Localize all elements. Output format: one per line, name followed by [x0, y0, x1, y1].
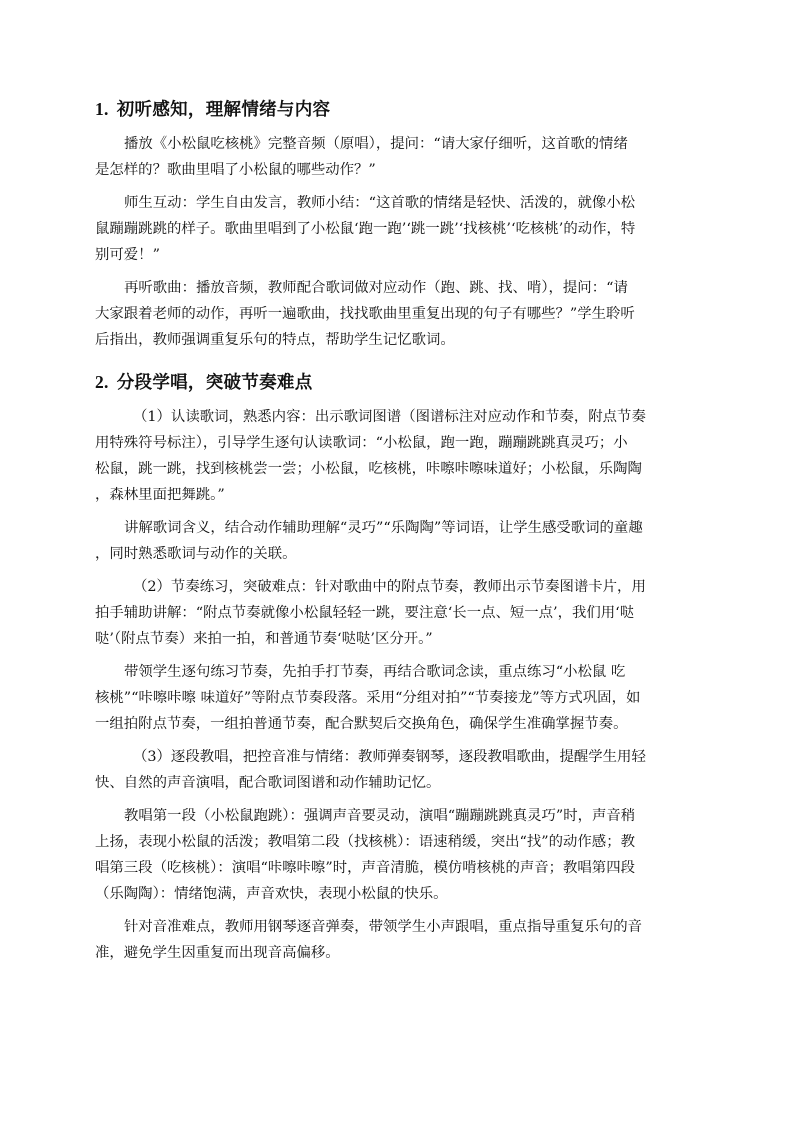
- paragraph: [95, 190, 700, 268]
- paragraph-line: 针对音准难点，教师用钢琴逐音弹奏，带领学生小声跟唱，重点指导重复乐句的音: [124, 919, 643, 935]
- paragraph-line: ，同时熟悉歌词与动作的关联。: [95, 546, 297, 562]
- paragraph-line: 讲解歌词含义，结合动作辅助理解“灵巧”“乐陶陶”等词语，让学生感受歌词的童趣: [124, 520, 643, 536]
- paragraph: [95, 275, 700, 353]
- paragraph: [95, 803, 700, 907]
- paragraph-line: （1）认读歌词，熟悉内容：出示歌词图谱（图谱标注对应动作和节奏，附点节奏: [133, 409, 646, 425]
- paragraph-line: 教唱第一段（小松鼠跑跳）：强调声音要灵动，演唱“蹦蹦跳跳真灵巧”时，声音稍: [124, 808, 636, 824]
- section-number: 2.: [95, 372, 109, 392]
- paragraph-line: 唱第三段（吃核桃）：演唱“咔嚓咔嚓”时，声音清脆，模仿啃核桃的声音；教唱第四段: [95, 860, 635, 876]
- section-heading: [95, 368, 700, 397]
- paragraph-line: 后指出，教师强调重复乐句的特点，帮助学生记忆歌词。: [95, 332, 455, 348]
- paragraph-line: 快、自然的声音演唱，配合歌词图谱和动作辅助记忆。: [95, 775, 441, 791]
- paragraph-line: （乐陶陶）：情绪饱满，声音欢快，表现小松鼠的快乐。: [95, 886, 448, 902]
- paragraph: [95, 744, 700, 796]
- paragraph-line: 别可爱！”: [95, 247, 160, 263]
- paragraph: [95, 131, 700, 183]
- paragraph-line: 是怎样的？歌曲里唱了小松鼠的哪些动作？”: [95, 162, 376, 178]
- paragraph-line: 核桃”“咔嚓咔嚓 味道好”等附点节奏段落。采用“分组对拍”“节奏接龙”等方式巩固，如: [95, 690, 641, 706]
- paragraph-line: 拍手辅助讲解：“附点节奏就像小松鼠轻轻一跳，要注意‘长一点、短一点’，我们用‘哒: [95, 605, 635, 621]
- paragraph: [95, 515, 700, 567]
- paragraph-line: 鼠蹦蹦跳跳的样子。歌曲里唱到了小松鼠‘跑一跑’‘跳一跳’‘找核桃’‘吃核桃’的动作，特: [95, 221, 636, 237]
- paragraph-line: 大家跟着老师的动作，再听一遍歌曲，找找歌曲里重复出现的句子有哪些？”学生聆听: [95, 306, 635, 322]
- paragraph-line: 上扬，表现小松鼠的活泼；教唱第二段（找核桃）：语速稍缓，突出“找”的动作感；教: [95, 834, 635, 850]
- section-number: 1.: [95, 99, 109, 119]
- paragraph-line: 哒’（附点节奏）来拍一拍，和普通节奏‘哒哒’区分开。”: [95, 631, 433, 647]
- paragraph-line: 松鼠，跳一跳，找到核桃尝一尝；小松鼠，吃核桃，咔嚓咔嚓味道好；小松鼠，乐陶陶: [95, 461, 642, 477]
- paragraph-line: 一组拍附点节奏，一组拍普通节奏，配合默契后交换角色，确保学生准确掌握节奏。: [95, 716, 628, 732]
- section-heading: [95, 95, 700, 124]
- paragraph-line: 再听歌曲：播放音频，教师配合歌词做对应动作（跑、跳、找、啃），提问：“请: [124, 280, 628, 296]
- paragraph-line: 师生互动：学生自由发言，教师小结：“这首歌的情绪是轻快、活泼的，就像小松: [124, 195, 636, 211]
- paragraph-line: （2）节奏练习，突破难点：针对歌曲中的附点节奏，教师出示节奏图谱卡片，用: [133, 579, 646, 595]
- paragraph-line: ，森林里面把舞跳。”: [95, 487, 225, 503]
- paragraph: [95, 914, 700, 966]
- paragraph: [95, 574, 700, 652]
- paragraph-line: 准，避免学生因重复而出现音高偏移。: [95, 945, 340, 961]
- paragraph: [95, 404, 700, 508]
- paragraph-line: 带领学生逐句练习节奏，先拍手打节奏，再结合歌词念读，重点练习“小松鼠 吃: [124, 664, 626, 680]
- paragraph-line: 用特殊符号标注），引导学生逐句认读歌词：“小松鼠，跑一跑，蹦蹦跳跳真灵巧；小: [95, 435, 628, 451]
- paragraph-line: （3）逐段教唱，把控音准与情绪：教师弹奏钢琴，逐段教唱歌曲，提醒学生用轻: [133, 749, 646, 765]
- section-title: 初听感知，理解情绪与内容: [116, 100, 331, 120]
- section-title: 分段学唱，突破节奏难点: [116, 373, 313, 393]
- paragraph-line: 播放《小松鼠吃核桃》完整音频（原唱），提问：“请大家仔细听，这首歌的情绪: [124, 136, 628, 152]
- paragraph: [95, 659, 700, 737]
- document-content: [95, 95, 700, 973]
